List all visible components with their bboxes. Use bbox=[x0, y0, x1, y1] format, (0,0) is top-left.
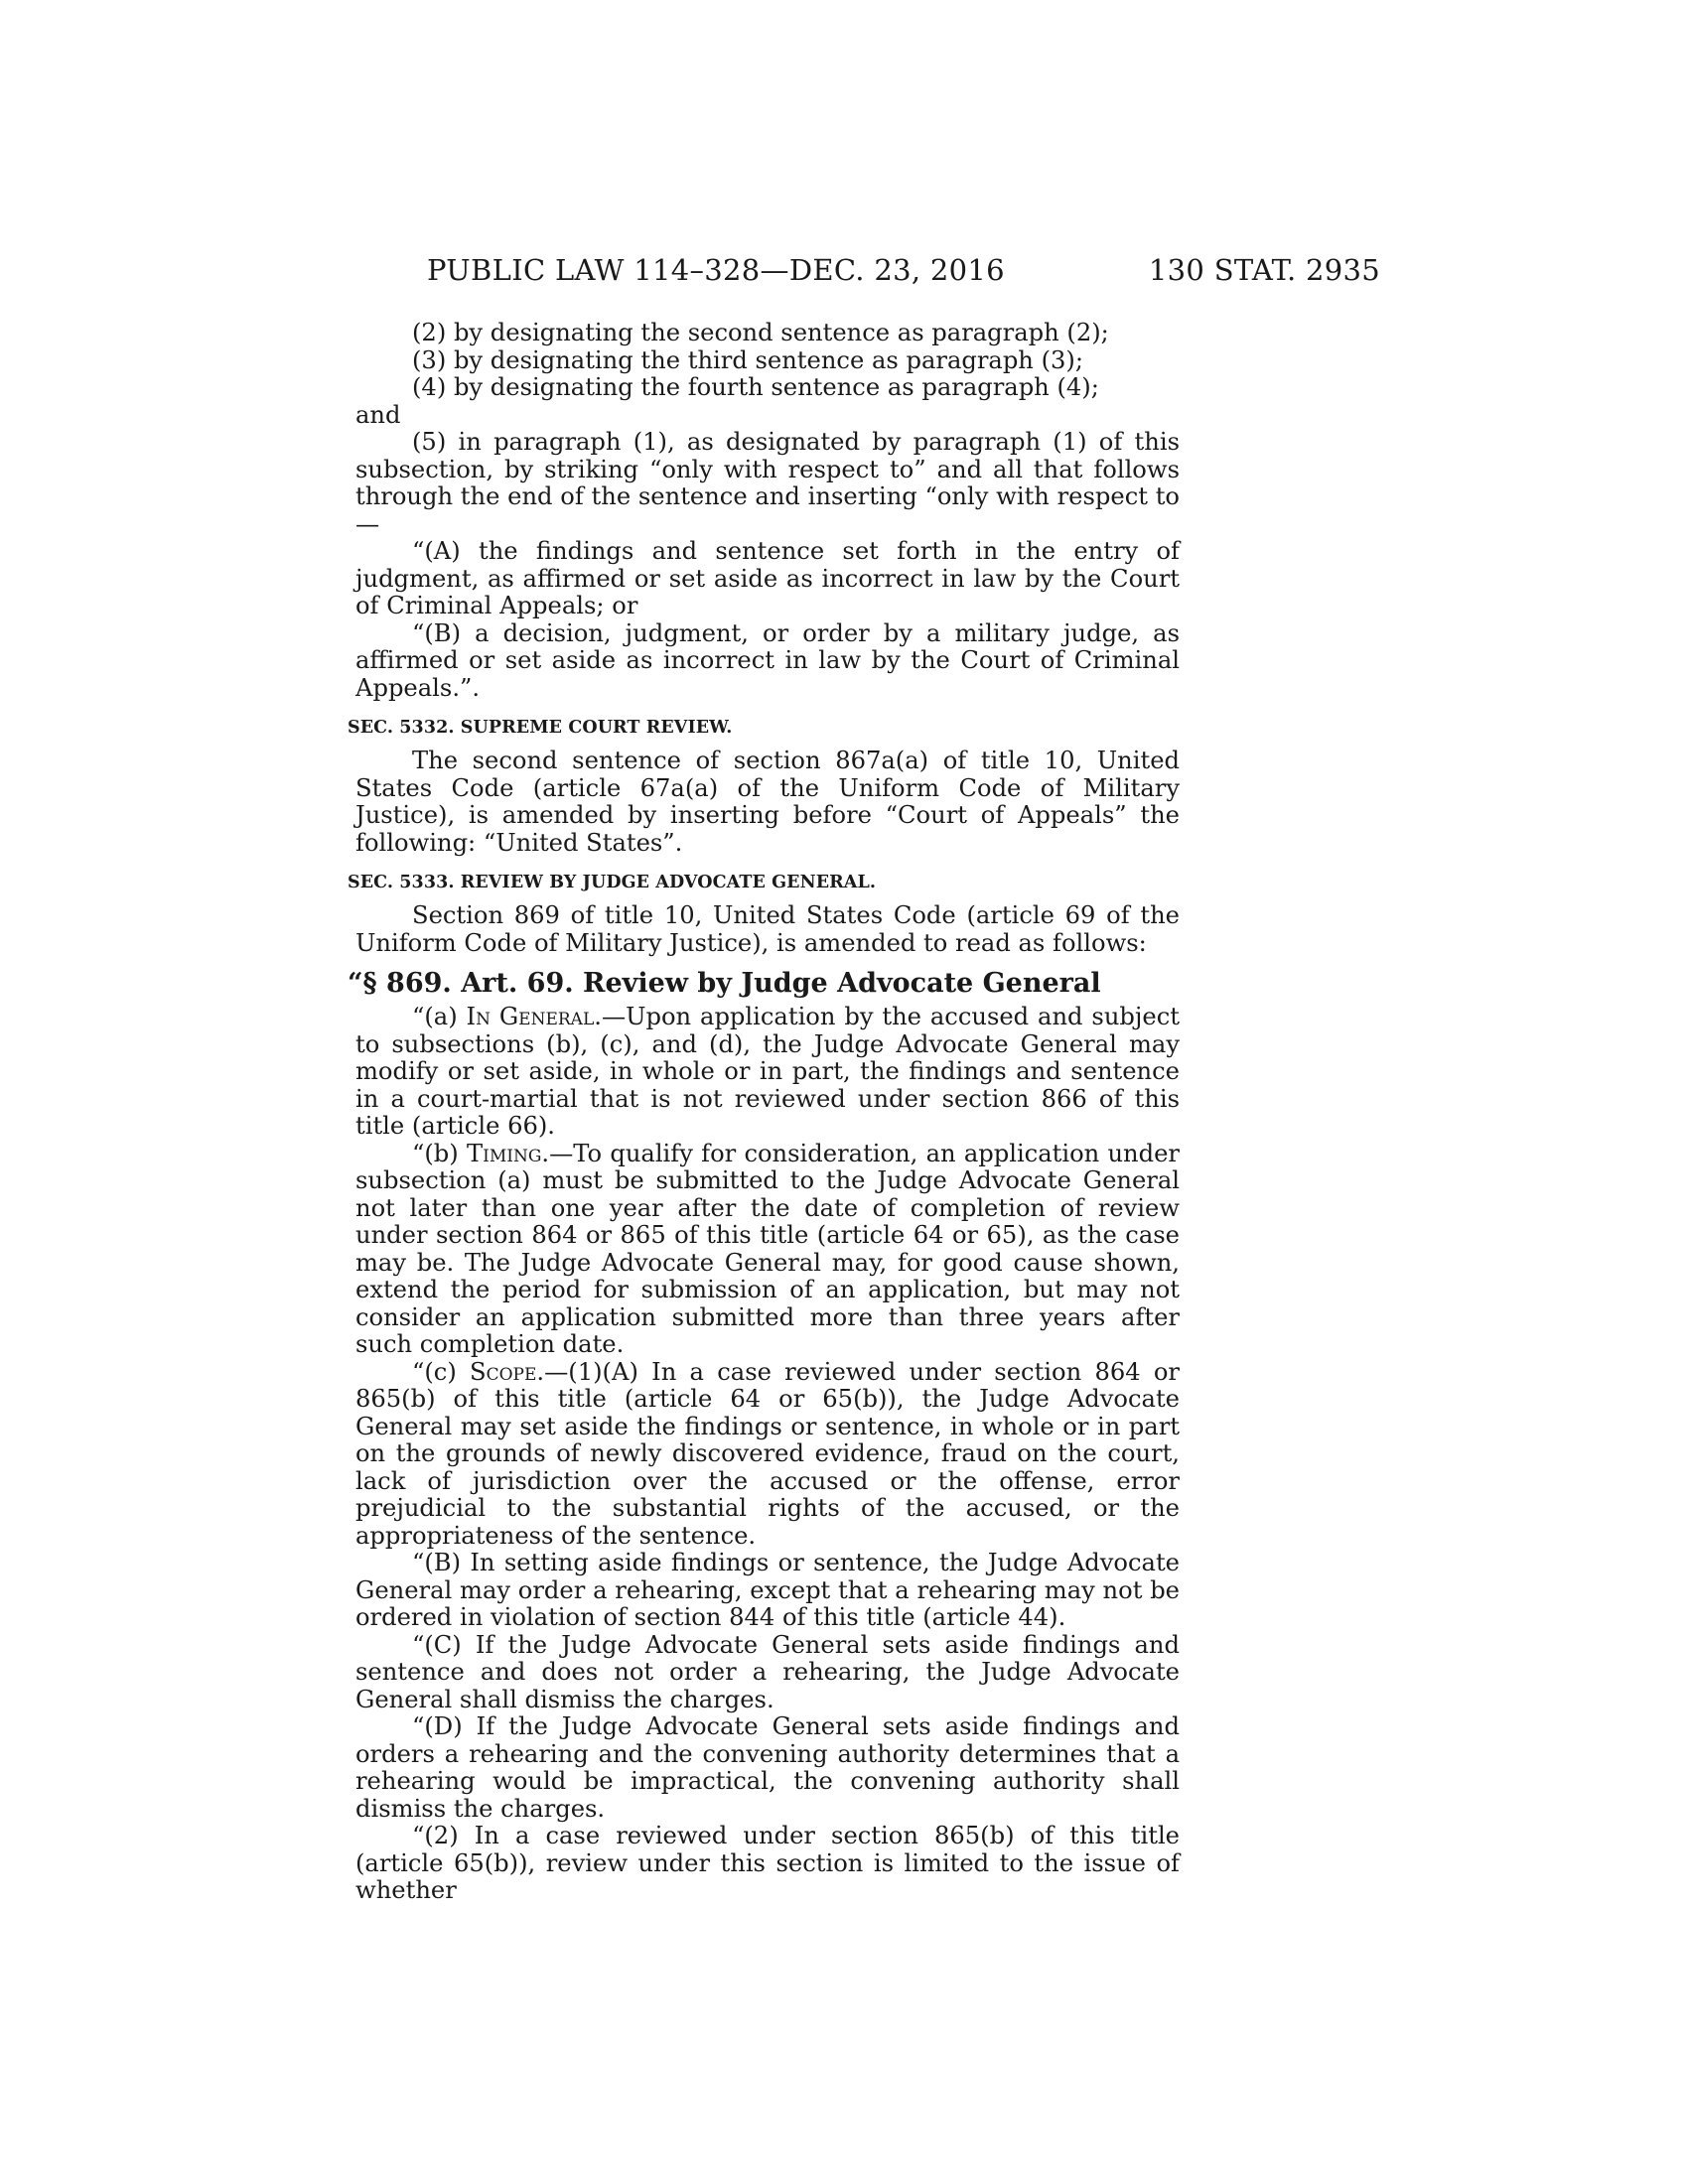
subsection-b-text: .—To qualify for consideration, an application under subsection (a) must be submitted to the Judge Advocate General not later than one year after the date of completion of review under section 864 or 865 of this title (article 64 or 65), as the case may be. The Judge Advocate General may, for good cause shown, extend the period for submission of an application, but may not consider an application submitted more than three years after such completion date. bbox=[355, 1139, 1180, 1358]
paragraph-5: (5) in paragraph (1), as designated by paragraph (1) of this subsection, by striking “only with respect to” and all that follows through the end of the sentence and inserting “only with respect to— bbox=[355, 428, 1180, 538]
subsection-a-caption: In General bbox=[466, 1003, 595, 1030]
article-869-subsection-a bbox=[355, 1004, 1180, 1141]
article-869-subsection-b bbox=[355, 1141, 1180, 1359]
subparagraph-b: “(B) a decision, judgment, or order by a military judge, as affirmed or set aside as incorrect in law by the Court of Criminal Appeals.”. bbox=[355, 618, 1180, 702]
subsection-a-text: .—Upon application by the accused and subject to subsections (b), (c), and (d), the Judge Advocate General may modify or set aside, in whole or in part, the findings and sentence in a court-martial that is not reviewed under section 866 of this title (article 66). bbox=[355, 1003, 1180, 1140]
document-body bbox=[348, 319, 1180, 1905]
section-5332-text: The second sentence of section 867a(a) of title 10, United States Code (article 67a(a) of the Uniform Code of Military Justice), is amended by inserting before “Court of Appeals” the following: “United States”. bbox=[355, 747, 1180, 857]
article-869-heading: “§ 869. Art. 69. Review by Judge Advocate General bbox=[348, 968, 1101, 999]
subsection-c-text: .—(1)(A) In a case reviewed under section 864 or 865(b) of this title (article 64 or 65(b)), the Judge Advocate General may set aside the findings or sentence, in whole or in part on the grounds of newly discovered evidence, fraud on the court, lack of jurisdiction over the accused or the offense, error prejudicial to the substantial rights of the accused, or the appropriateness of the sentence. bbox=[355, 1357, 1180, 1550]
article-869-subsection-c bbox=[355, 1359, 1180, 1551]
statute-citation: 130 STAT. 2935 bbox=[1148, 253, 1380, 287]
running-head: PUBLIC LAW 114–328—DEC. 23, 2016 bbox=[427, 253, 1005, 287]
subsection-b-caption: Timing bbox=[466, 1139, 542, 1167]
subsection-a-label: “(a) bbox=[412, 1003, 467, 1030]
paragraph-4: (4) by designating the fourth sentence as paragraph (4); bbox=[412, 373, 1099, 401]
subsection-c-subparagraph-c: “(C) If the Judge Advocate General sets aside findings and sentence and does not order a rehearing, the Judge Advocate General shall dismiss the charges. bbox=[355, 1630, 1180, 1713]
paragraph-4-continuation: and bbox=[355, 400, 401, 429]
subsection-c-label: “(c) bbox=[412, 1357, 471, 1386]
section-5333-heading: SEC. 5333. REVIEW BY JUDGE ADVOCATE GENERAL. bbox=[348, 873, 877, 892]
subsection-c-caption: Scope bbox=[470, 1357, 537, 1386]
page-header bbox=[427, 250, 1380, 290]
subsection-b-label: “(b) bbox=[412, 1139, 467, 1167]
subsection-c-subparagraph-b: “(B) In setting aside findings or sentence, the Judge Advocate General may order a rehearing, except that a rehearing may not be ordered in violation of section 844 of this title (article 44). bbox=[355, 1549, 1180, 1631]
subparagraph-a: “(A) the findings and sentence set forth in the entry of judgment, as affirmed or set aside as incorrect in law by the Court of Criminal Appeals; or bbox=[355, 537, 1180, 619]
paragraph-2: (2) by designating the second sentence as paragraph (2); bbox=[412, 319, 1109, 346]
subsection-c-paragraph-2: “(2) In a case reviewed under section 865(b) of this title (article 65(b)), review under this section is limited to the issue of whether bbox=[355, 1822, 1180, 1904]
section-5332-heading: SEC. 5332. SUPREME COURT REVIEW. bbox=[348, 718, 733, 738]
section-5333-text: Section 869 of title 10, United States Code (article 69 of the Uniform Code of Military Justice), is amended to read as follows: bbox=[355, 901, 1180, 957]
subsection-c-subparagraph-d: “(D) If the Judge Advocate General sets aside findings and orders a rehearing and the convening authority determines that a rehearing would be impractical, the convening authority shall dismiss the charges. bbox=[355, 1712, 1180, 1823]
paragraph-3: (3) by designating the third sentence as paragraph (3); bbox=[412, 345, 1083, 374]
